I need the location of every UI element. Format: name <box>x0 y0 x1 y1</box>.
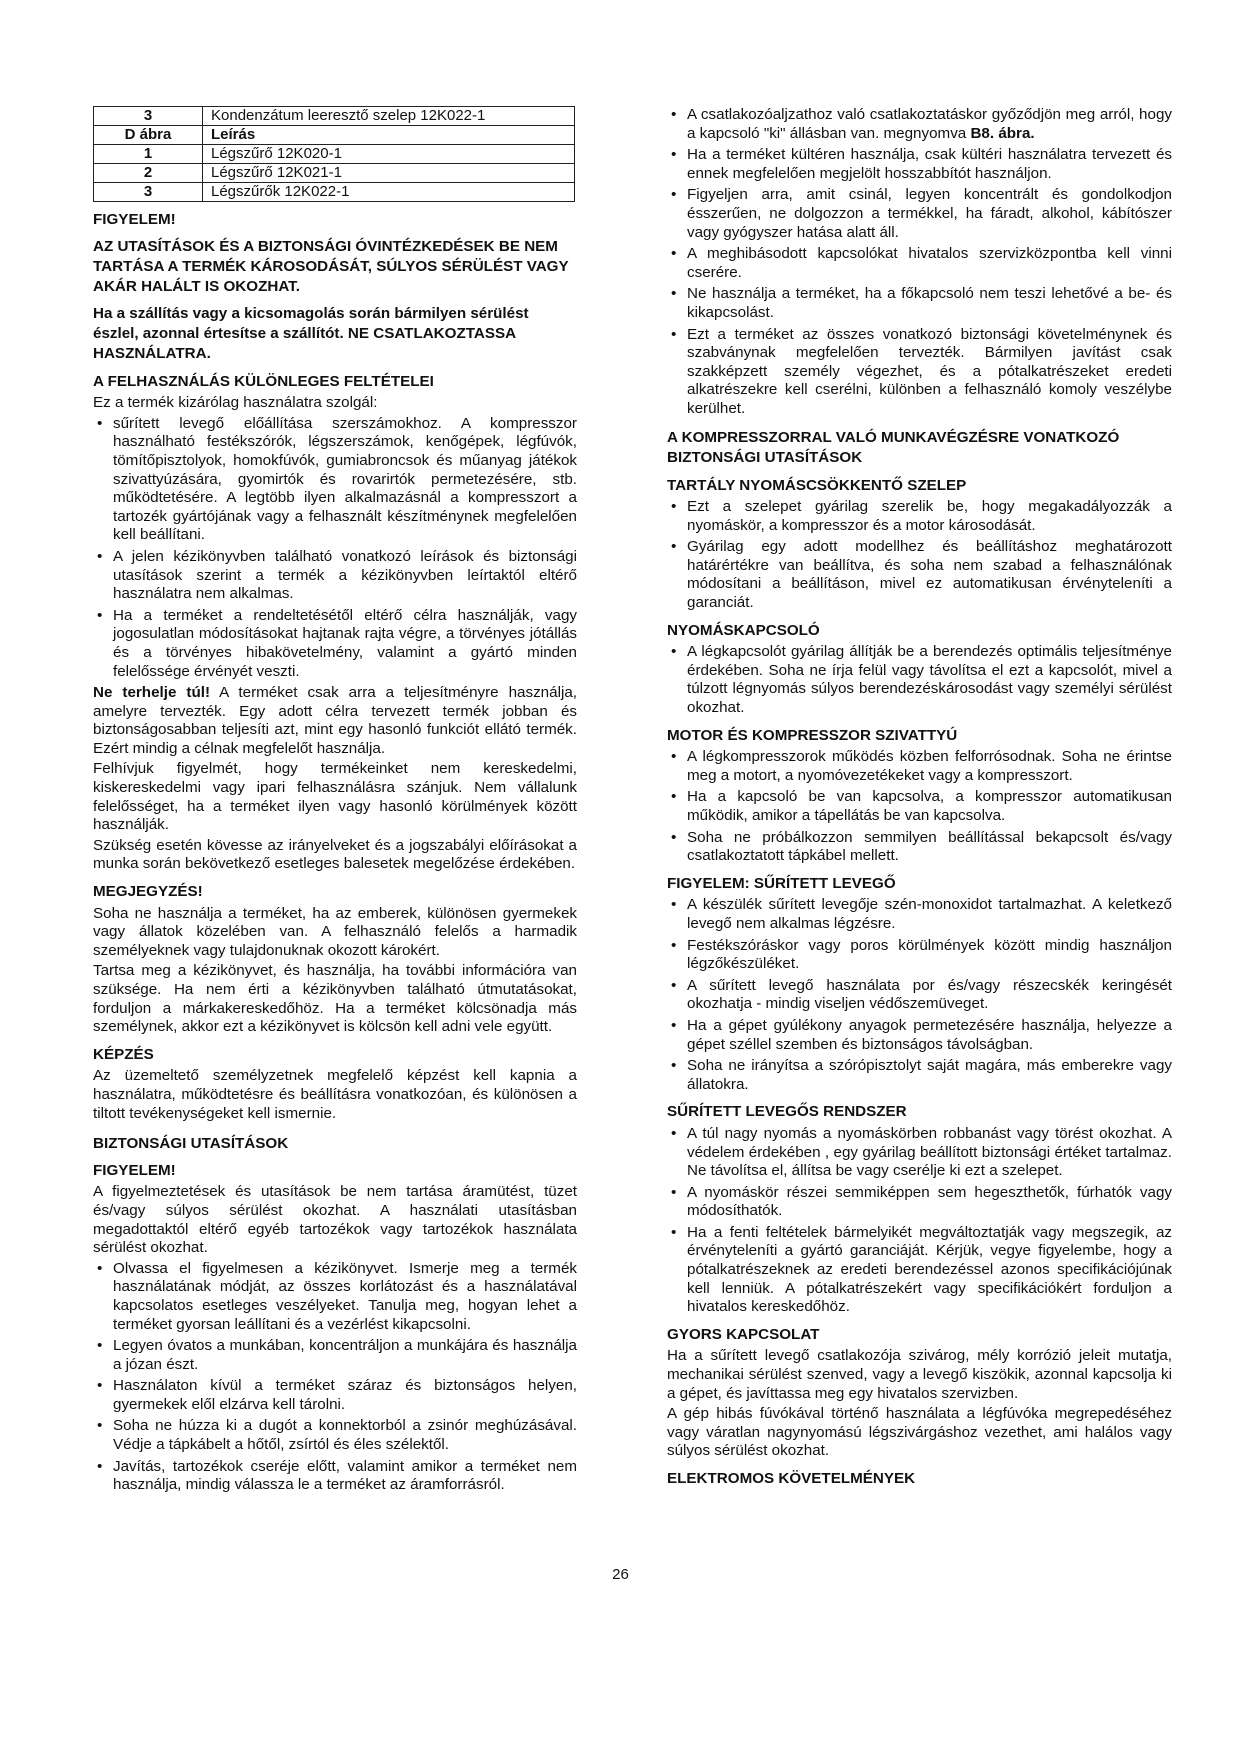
bullet-icon: • <box>97 1377 103 1395</box>
pressure-switch-heading: NYOMÁSKAPCSOLÓ <box>667 621 820 639</box>
list-item-text: Soha ne próbálkozzon semmilyen beállítással bekapcsolt és/vagy csatlakoztatott tápkábel mellett. <box>687 828 1172 865</box>
compressed-air-list <box>667 896 1172 1094</box>
bullet-icon: • <box>671 325 677 343</box>
bullet-icon: • <box>671 538 677 556</box>
bullet-icon: • <box>671 828 677 846</box>
bullet-icon: • <box>671 146 677 164</box>
safety-paragraph: A figyelmeztetések és utasítások be nem tartása áramütést, tüzet és/vagy súlyos sérülést okozhat. A használati utasításban megadottaktól eltérő egyéb tartozékok vagy tartozékok használata sérülést okozhat. <box>93 1183 577 1257</box>
bullet-icon: • <box>671 936 677 954</box>
list-item-text: Ha a gépet gyúlékony anyagok permetezésére használja, helyezze a gépet széllel szemben és biztonságos távolságban. <box>687 1016 1172 1053</box>
bullet-icon: • <box>97 1337 103 1355</box>
list-item-text: A csatlakozóaljzathoz való csatlakoztatáskor győződjön meg arról, hogy a kapcsoló "ki" állásban van. megnyomva <box>687 106 1172 142</box>
right-column <box>667 106 1172 1492</box>
table-cell: Légszűrők 12K022-1 <box>203 183 575 202</box>
note-heading: MEGJEGYZÉS! <box>93 883 203 901</box>
list-item-text: A jelen kézikönyvben található vonatkozó leírások és biztonsági utasítások szerint a termék a kézikönyvben leírtaktól eltérő használatra nem alkalmas. <box>113 547 577 603</box>
special-conditions-heading: A FELHASZNÁLÁS KÜLÖNLEGES FELTÉTELEI <box>93 372 434 390</box>
table-header-cell: D ábra <box>94 126 203 145</box>
air-system-heading: SŰRÍTETT LEVEGŐS RENDSZER <box>667 1103 907 1121</box>
bullet-icon: • <box>97 1417 103 1435</box>
safety-list <box>93 1260 577 1495</box>
list-item <box>667 1057 1172 1094</box>
safety-heading: BIZTONSÁGI UTASÍTÁSOK <box>93 1135 289 1153</box>
table-cell: 3 <box>94 183 203 202</box>
bullet-icon: • <box>671 896 677 914</box>
bullet-icon: • <box>671 186 677 204</box>
list-item-text: Ezt a szelepet gyárilag szerelik be, hogy megakadályozzák a nyomáskör, a kompresszor és a motor károsodását. <box>687 498 1172 534</box>
list-item-text: Használaton kívül a terméket száraz és biztonságos helyen, gyermekek elől elzárva kell tárolni. <box>113 1377 577 1413</box>
list-item <box>93 415 577 545</box>
left-column <box>93 106 577 1498</box>
list-item <box>667 538 1172 612</box>
list-item <box>667 977 1172 1014</box>
list-item <box>667 896 1172 933</box>
note-paragraph-2: Tartsa meg a kézikönyvet, és használja, ha további információra van szüksége. Ha nem érti a kézikönyvben található útmutatásokat, forduljon a márkakereskedőhöz. Ha a terméket kölcsönadja más személynek, akkor ezt a kézikönyvet is kölcsön kell adni vele együtt. <box>93 962 577 1036</box>
bullet-icon: • <box>97 606 103 624</box>
list-item <box>667 498 1172 535</box>
bullet-icon: • <box>671 285 677 303</box>
table-cell: 1 <box>94 145 203 164</box>
table-row <box>94 126 575 145</box>
safety-warning-heading: FIGYELEM! <box>93 1161 176 1179</box>
list-item-text: Ezt a terméket az összes vonatkozó biztonsági követelménynek és szabványnak megfelelően tervezték. Bármilyen javítást csak szakképzett személy végezhet, és a pótalkatrészeket eredeti alkatrészekre kell cserélni, különben a felhasználó komoly veszélybe kerülhet. <box>687 325 1172 417</box>
bullet-icon: • <box>671 1016 677 1034</box>
table-cell: Légszűrő 12K021-1 <box>203 164 575 183</box>
list-item-text: . <box>1030 124 1035 142</box>
list-item <box>667 643 1172 717</box>
overload-text: A terméket csak arra a teljesítményre használja, amelyre tervezték. Egy adott célra tervezett termék jobban és biztonságosabban teljesíti azt, mint egy hasonló funkciót ellátó termék. Ezért mindig a célnak megfelelőt használja. <box>93 684 577 757</box>
table-cell: 2 <box>94 164 203 183</box>
list-item <box>667 829 1172 866</box>
training-paragraph: Az üzemeltető személyzetnek megfelelő képzést kell kapnia a használatra, működtetésre és beállításra vonatkozóan, és különösen a tiltott tevékenységeket kell ismernie. <box>93 1067 577 1122</box>
list-item-text: Figyeljen arra, amit csinál, legyen koncentrált és gondolkodjon ésszerűen, ne dolgozzon a termékkel, ha fáradt, alkohol, kábítószer vagy gyógyszer hatása alatt áll. <box>687 186 1172 241</box>
list-item-text: Olvassa el figyelmesen a kézikönyvet. Ismerje meg a termék használatának módját, az összes korlátozást és a használatával kapcsolatos esetleges veszélyeket. Tanulja meg, hogyan lehet a terméket gyorsan leállítani és a vezérlést kikapcsolni. <box>113 1259 577 1333</box>
list-item-text: A légkompresszorok működés közben felforrósodnak. Soha ne érintse meg a motort, a nyomóvezetékeket vagy a kompresszort. <box>687 748 1172 784</box>
overload-bold: Ne terhelje túl! <box>93 684 211 702</box>
list-item-text: Soha ne húzza ki a dugót a konnektorból a zsinór meghúzásával. Védje a tápkábelt a hőtől, zsírtól és éles szélektől. <box>113 1417 577 1454</box>
list-item <box>667 937 1172 974</box>
special-conditions-intro: Ez a termék kizárólag használatra szolgál: <box>93 394 378 412</box>
bullet-icon: • <box>671 1124 677 1142</box>
bullet-icon: • <box>97 1259 103 1277</box>
list-item <box>93 607 577 681</box>
bullet-icon: • <box>97 1457 103 1475</box>
list-item-text: A nyomáskör részei semmiképpen sem hegeszthetők, fúrhatók vagy módosíthatók. <box>687 1183 1172 1220</box>
table-header-cell: Leírás <box>203 126 575 145</box>
table-row <box>94 107 575 126</box>
commercial-paragraph: Felhívjuk figyelmét, hogy termékeinket nem kereskedelmi, kiskereskedelmi vagy ipari felhasználásra szánjuk. Nem vállalunk felelősséget, ha a terméket ilyen vagy hasonló körülmények között használják. <box>93 760 577 834</box>
quick-coupling-paragraph-2: A gép hibás fúvókával történő használata a légfúvóka megrepedéséhez vagy váratlan nagynyomású légszivárgáshoz vezethet, ami halálos vagy súlyos sérülést okozhat. <box>667 1405 1172 1460</box>
training-heading: KÉPZÉS <box>93 1045 154 1063</box>
bullet-icon: • <box>671 748 677 766</box>
list-item <box>93 1337 577 1374</box>
list-item <box>667 1184 1172 1221</box>
list-item-text: Soha ne irányítsa a szórópisztolyt saját magára, más emberekre vagy állatokra. <box>687 1057 1172 1093</box>
list-item <box>93 1260 577 1334</box>
general-safety-list <box>667 106 1172 419</box>
bullet-icon: • <box>671 245 677 263</box>
list-item-text: Festékszóráskor vagy poros körülmények között mindig használjon légzőkészüléket. <box>687 936 1172 973</box>
table-row <box>94 145 575 164</box>
list-item <box>93 1417 577 1454</box>
bullet-icon: • <box>671 1223 677 1241</box>
list-item-text: A túl nagy nyomás a nyomáskörben robbanást vagy törést okozhat. A védelem érdekében , egy gyárilag beállított biztonsági értéket tartalmaz. Ne távolítsa el, állítsa be vagy cserélje ki ezt a szelepet. <box>687 1124 1172 1180</box>
quick-coupling-paragraph-1: Ha a sűrített levegő csatlakozója szivárog, mély korrózió jeleit mutatja, mechanikai sérülést szenved, vagy a levegő kiszökik, azonnal kapcsolja ki a gépet, és javíttassa meg egy hivatalos szervizben. <box>667 1347 1172 1402</box>
list-item-text: A légkapcsolót gyárilag állítják be a berendezés optimális teljesítménye érdekében. Soha ne írja felül vagy távolítsa el ezt a kapcsolót, mivel a túlzott légnyomás súlyos berendezéskárosodást vagy személyi sérülést okozhat. <box>687 643 1172 717</box>
list-item <box>667 146 1172 183</box>
list-item-text: Ha a terméket kültéren használja, csak kültéri használatra tervezett és ennek megfelelően megjelölt hosszabbítót használjon. <box>687 146 1172 182</box>
page-number: 26 <box>612 1566 629 1583</box>
list-item <box>93 548 577 604</box>
note-paragraph-1: Soha ne használja a terméket, ha az emberek, különösen gyermekek vagy állatok közelében van. A felhasználó felelős a harmadik személyeknek vagy tulajdonuknak okozott károkért. <box>93 904 577 959</box>
list-item-text: Ha a kapcsoló be van kapcsolva, a kompresszor automatikusan működik, amikor a tápellátás be van kapcsolva. <box>687 788 1172 824</box>
rules-paragraph: Szükség esetén kövesse az irányelveket és a jogszabályi előírásokat a munka során bekövetkező esetleges balesetek megelőzése érdekében. <box>93 836 577 873</box>
bullet-icon: • <box>671 976 677 994</box>
list-item <box>667 1125 1172 1181</box>
air-system-list <box>667 1125 1172 1317</box>
list-item-text: Ha a fenti feltételek bármelyikét megváltoztatják vagy megszegik, az érvényteleníti a gyártó garanciáját. Kérjük, vegye figyelembe, hogy a pótalkatrészeknek az eredeti berendezéssel azonos specifikációjúnak kell lenniük. A pótalkatrészekért vagy specifikációkért forduljon a hivatalos kereskedőhöz. <box>687 1223 1172 1316</box>
list-item <box>93 1458 577 1495</box>
parts-table <box>93 106 575 202</box>
list-item-text: Ha a terméket a rendeltetésétől eltérő célra használják, vagy jogosulatlan módosításokat hajtanak rajta végre, a törvényes jótállás és a törvényes hibakövetelmény, valamint a gyártó minden felelőssége érvényét veszti. <box>113 606 577 680</box>
electrical-heading: ELEKTROMOS KÖVETELMÉNYEK <box>667 1470 916 1487</box>
list-item <box>93 1377 577 1414</box>
special-conditions-list <box>93 415 577 681</box>
motor-list <box>667 748 1172 866</box>
compressed-air-heading: FIGYELEM: SŰRÍTETT LEVEGŐ <box>667 874 896 892</box>
transport-warning: Ha a szállítás vagy a kicsomagolás során bármilyen sérülést észlel, azonnal értesítse a szállítót. NE CSATLAKOZTASSA HASZNÁLATRA. <box>93 304 529 362</box>
quick-coupling-heading: GYORS KAPCSOLAT <box>667 1325 820 1343</box>
bullet-icon: • <box>97 547 103 565</box>
list-item-text: sűrített levegő előállítása szerszámokhoz. A kompresszor használható festékszórók, légszerszámok, kenőgépek, légfúvók, tömítőpisztolyok, homokfúvók, gumiabroncsok és műanyag játékok szivattyúzására, gyomirtók és rovarirtók permetezésére, stb. működtetésére. A legtöbb ilyen alkalmazásnál a kompresszort a tartozék gyártójának vagy a felhasznált készítménynek megfelelően kell beállítani. <box>113 414 577 544</box>
bullet-icon: • <box>671 106 677 123</box>
bullet-icon: • <box>671 643 677 661</box>
table-cell: Kondenzátum leeresztő szelep 12K022-1 <box>203 107 575 126</box>
list-item <box>667 748 1172 785</box>
pressure-switch-list <box>667 643 1172 717</box>
bullet-icon: • <box>671 788 677 806</box>
list-item <box>667 326 1172 419</box>
table-cell: 3 <box>94 107 203 126</box>
list-item <box>667 245 1172 282</box>
list-item-text: A meghibásodott kapcsolókat hivatalos szervizközpontba kell vinni cserére. <box>687 245 1172 281</box>
list-item-text: Javítás, tartozékok cseréje előtt, valamint amikor a terméket nem használja, mindig válassza le a terméket az áramforrásról. <box>113 1457 577 1494</box>
valve-list <box>667 498 1172 613</box>
table-row <box>94 183 575 202</box>
list-item-text: A sűrített levegő használata por és/vagy részecskék keringését okozhatja - mindig viseljen védőszemüveget. <box>687 976 1172 1013</box>
bullet-icon: • <box>671 1057 677 1075</box>
list-item <box>667 285 1172 322</box>
table-row <box>94 164 575 183</box>
bullet-icon: • <box>97 414 103 432</box>
figure-reference: B8. ábra <box>970 124 1031 142</box>
compressor-safety-heading: A KOMPRESSZORRAL VALÓ MUNKAVÉGZÉSRE VONATKOZÓ BIZTONSÁGI UTASÍTÁSOK <box>667 428 1120 466</box>
warning-heading: FIGYELEM! <box>93 211 176 228</box>
list-item-text: Gyárilag egy adott modellhez és beállításhoz meghatározott határértékre van beállítva, és soha nem szabad a felhasználónak módosítani a beállításon, mivel ez automatikusan érvényteleníti a garanciát. <box>687 538 1172 612</box>
warning-caps-text: AZ UTASÍTÁSOK ÉS A BIZTONSÁGI ÓVINTÉZKEDÉSEK BE NEM TARTÁSA A TERMÉK KÁROSODÁSÁT, SÚLYOS SÉRÜLÉST VAGY AKÁR HALÁLT IS OKOZHAT. <box>93 237 569 295</box>
overload-paragraph <box>93 684 577 758</box>
motor-heading: MOTOR ÉS KOMPRESSZOR SZIVATTYÚ <box>667 726 958 744</box>
table-cell: Légszűrő 12K020-1 <box>203 145 575 164</box>
list-item <box>667 186 1172 242</box>
bullet-icon: • <box>671 1183 677 1201</box>
list-item-text: A készülék sűrített levegője szén-monoxidot tartalmazhat. A keletkező levegő nem alkalmas légzésre. <box>687 896 1172 932</box>
bullet-icon: • <box>671 498 677 516</box>
list-item-text: Legyen óvatos a munkában, koncentráljon a munkájára és használja a józan észt. <box>113 1337 577 1373</box>
list-item-text: Ne használja a terméket, ha a főkapcsoló nem teszi lehetővé a be- és kikapcsolást. <box>687 285 1172 321</box>
list-item <box>667 1224 1172 1317</box>
list-item <box>667 106 1172 143</box>
valve-heading: TARTÁLY NYOMÁSCSÖKKENTŐ SZELEP <box>667 476 967 494</box>
list-item <box>667 788 1172 825</box>
list-item <box>667 1017 1172 1054</box>
